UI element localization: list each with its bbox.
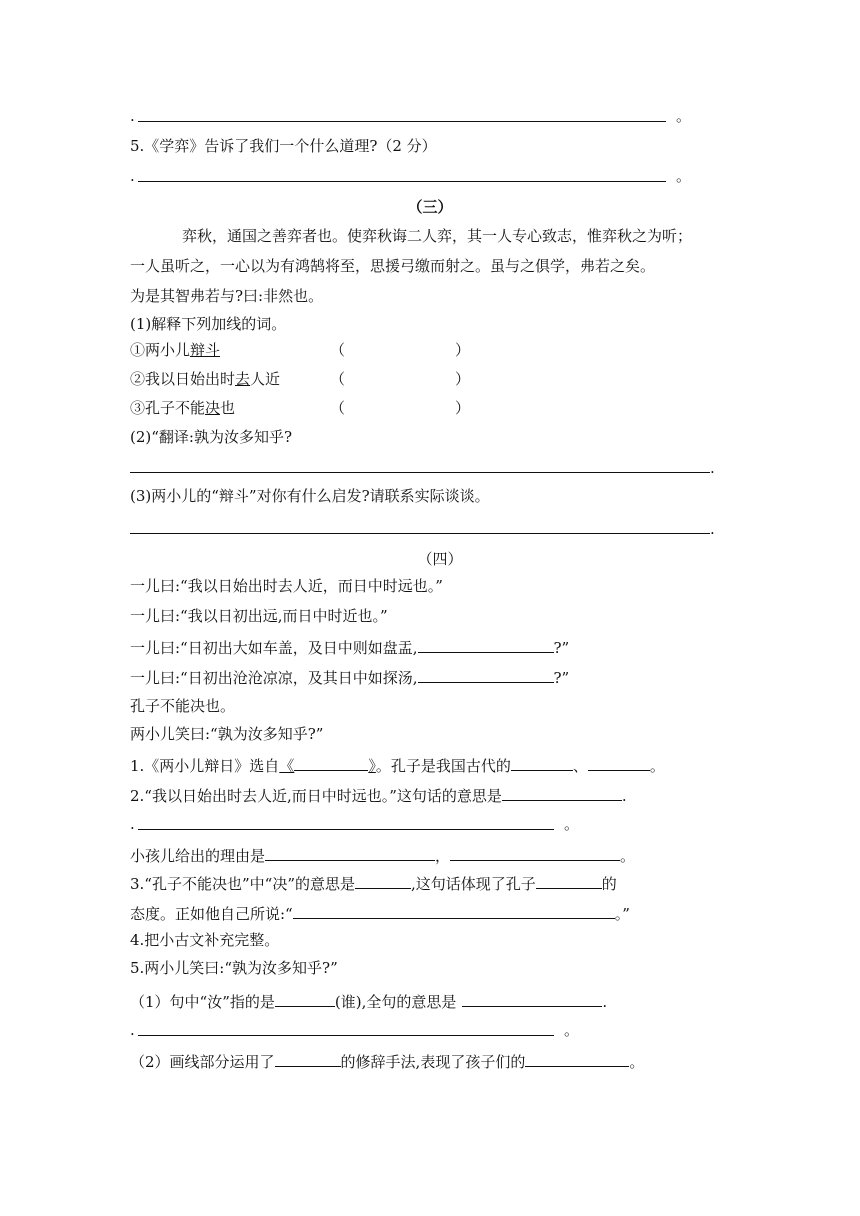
answer-line-2-end: 。 [676,167,692,185]
underlined-word-1: 辩斗 [190,341,221,359]
answer-line-5: . [130,815,135,833]
blank-attitude[interactable] [536,872,602,889]
word-blank-1[interactable]: （ ） [330,341,471,359]
passage-line-1: 一儿曰:“我以日始出时去人近，而日中时远也。” [130,577,443,595]
blank-jue-meaning[interactable] [355,872,411,889]
sec4-question-5: 5.两小儿笑曰:“孰为汝多知乎?” [130,959,338,977]
section-4-heading: （四） [417,550,463,568]
passage-line-6: 两小儿笑曰:“孰为汝多知乎?” [130,725,324,743]
blank-ru-who[interactable] [275,990,335,1007]
blank-confucius-2[interactable] [588,754,650,771]
sec4-question-5-2: （2）画线部分运用了 的修辞手法,表现了孩子们的 。 [130,1050,644,1072]
answer-underline-1 [138,121,666,122]
sec4-question-1: 1.《两小儿辩日》选自《 》。孔子是我国古代的 、 。 [130,754,665,776]
sec3-question-3: (3)两小儿的“辩斗”对你有什么启发?请联系实际谈谈。 [130,487,490,505]
blank-reason-2[interactable] [450,844,620,861]
sec4-question-4: 4.把小古文补充完整。 [130,931,280,949]
answer-underline-6[interactable] [138,1035,554,1036]
blank-quote[interactable] [293,902,615,919]
sec4-question-2: 2.“我以日始出时去人近,而日中时远也。”这句话的意思是 . [130,784,627,806]
answer-line-1-end: 。 [676,107,692,125]
underlined-word-3: 决 [205,399,221,417]
blank-confucius-1[interactable] [511,754,573,771]
answer-line-6-end: 。 [564,1021,580,1039]
section-3-heading: （三） [407,198,453,216]
blank-book-title[interactable] [294,754,368,771]
passage-line-4: 一儿曰:“日初出沧沧凉凉，及其日中如探汤, ?” [130,666,569,688]
word-item-1: ①两小儿辩斗 [130,341,221,359]
passage-line-3: 一儿曰:“日初出大如车盖，及日中则如盘盂, ?” [130,636,569,658]
answer-underline-5[interactable] [138,829,554,830]
answer-line-1: . [130,107,135,125]
underlined-word-2: 去 [235,370,251,388]
sec4-question-3-cont: 态度。正如他自己所说:“ 。” [130,902,630,924]
answer-line-5-end: 。 [564,815,580,833]
blank-sentence-meaning[interactable] [462,990,602,1007]
passage-line-2: 一儿曰:“我以日初出远,而日中时近也。” [130,607,388,625]
word-blank-3[interactable]: （ ） [330,399,471,417]
answer-line-6: . [130,1021,135,1039]
passage-line-5: 孔子不能决也。 [130,697,236,715]
blank-line-3[interactable] [418,636,554,653]
word-blank-2[interactable]: （ ） [330,370,471,388]
word-item-3: ③孔子不能决也 [130,399,236,417]
answer-line-4-end: . [710,520,715,538]
blank-line-4[interactable] [418,666,554,683]
passage-para-2: 一人虽听之，一心以为有鸿鹄将至，思援弓缴而射之。虽与之俱学，弗若之矣。 [130,257,656,275]
answer-line-3-end: . [710,459,715,477]
passage-para-3: 为是其智弗若与?曰:非然也。 [130,287,324,305]
sec4-reasons: 小孩儿给出的理由是 ， 。 [130,844,635,866]
answer-line-2: . [130,167,135,185]
word-item-2: ②我以日始出时去人近 [130,370,281,388]
passage-para-1: 弈秋，通国之善弈者也。使弈秋诲二人弈，其一人专心致志，惟弈秋之为听； [182,227,693,245]
blank-children-trait[interactable] [525,1050,629,1067]
sec4-question-3: 3.“孔子不能决也”中“决”的意思是 ,这句话体现了孔子 的 [130,872,617,894]
question-5-xueyi: 5.《学弈》告诉了我们一个什么道理?（2 分） [130,137,437,155]
sec4-question-5-1: （1）句中“汝”指的是 (谁),全句的意思是 . [130,990,607,1012]
blank-meaning[interactable] [502,784,622,801]
sec3-question-1: (1)解释下列加线的词。 [130,315,287,333]
blank-rhetoric[interactable] [275,1050,341,1067]
answer-underline-2 [138,181,666,182]
blank-reason-1[interactable] [265,844,435,861]
answer-underline-3[interactable] [130,472,710,473]
answer-underline-4[interactable] [130,533,710,534]
sec3-question-2: (2)“翻译:孰为汝多知乎? [130,428,293,446]
